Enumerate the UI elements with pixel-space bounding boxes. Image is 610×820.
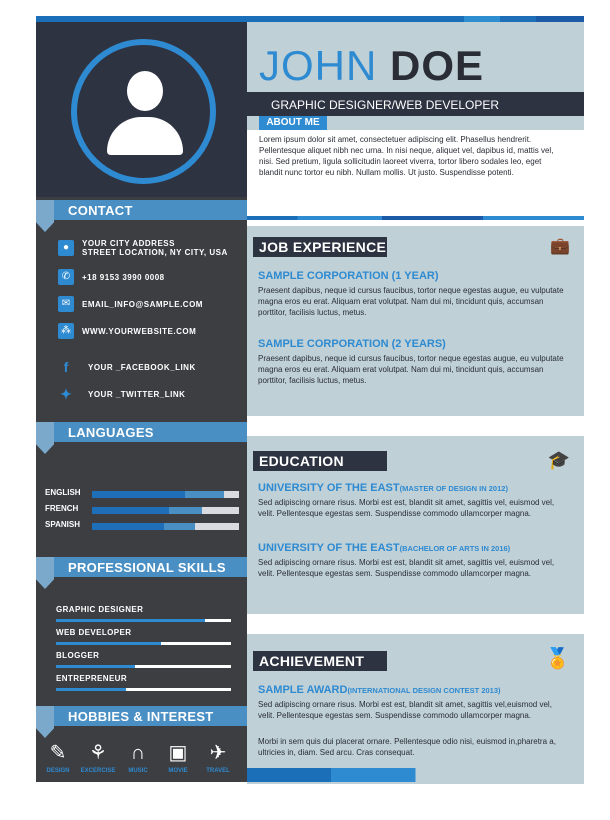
language-level-fill xyxy=(92,491,185,498)
contact-website xyxy=(58,323,196,339)
skill-level-bar xyxy=(56,665,231,668)
phone-number[interactable]: +18 9153 3990 0008 xyxy=(82,272,165,282)
last-name: DOE xyxy=(390,42,485,89)
contact-phone xyxy=(58,269,165,285)
skill-level-fill xyxy=(56,619,205,622)
contact-label: CONTACT xyxy=(68,203,133,218)
bottom-accent-bar xyxy=(247,768,584,782)
experience-entry-text: Praesent dapibus, neque id cursus faucibus, tortor neque egestas augue, eu vulputate magna eros eu erat. Aliquam erat volutpat. Nam dui mi, tincidunt quis, accumsan porttitor, facilisis luctus, metus. xyxy=(258,354,564,385)
full-name xyxy=(259,42,484,90)
education-entry-detail: (MASTER OF DESIGN IN 2012) xyxy=(399,484,508,493)
education-entry-title: UNIVERSITY OF THE EAST xyxy=(258,482,400,494)
twitter-link[interactable]: YOUR _TWITTER_LINK xyxy=(88,389,186,399)
contact-header xyxy=(36,200,247,220)
skill-level-fill xyxy=(56,688,126,691)
language-level-fill xyxy=(92,507,169,514)
achievement-detail: (INTERNATIONAL DESIGN CONTEST 2013) xyxy=(347,686,501,695)
camera-icon: ▣ xyxy=(168,742,188,764)
avatar-head-icon xyxy=(127,71,163,111)
language-level-fill-secondary xyxy=(164,523,195,530)
pencil-icon: ✎ xyxy=(49,742,67,764)
skills-header xyxy=(36,557,247,577)
headphones-icon: ∩ xyxy=(130,742,146,764)
hobby-label: DESIGN xyxy=(46,768,70,774)
achievement-panel xyxy=(247,634,584,784)
education-entry-text: Sed adipiscing ornare risus. Morbi est est, blandit sit amet, sagittis vel, euismod vel, velit. Pellentesque egestas sem. Suspendisse commodo ullamcorper magna. xyxy=(258,558,555,578)
name-panel xyxy=(247,22,584,220)
experience-entry-title: SAMPLE CORPORATION (2 YEARS) xyxy=(258,338,446,350)
sidebar xyxy=(36,22,247,782)
language-name: FRENCH xyxy=(45,504,79,513)
twitter-icon: ✦ xyxy=(60,386,72,402)
language-row xyxy=(45,504,240,516)
contact-email xyxy=(58,296,203,312)
hobby-item xyxy=(40,740,76,774)
briefcase-icon: 💼 xyxy=(550,238,570,255)
languages-header xyxy=(36,422,247,442)
skill-level-bar xyxy=(56,642,231,645)
envelope-icon: ✉ xyxy=(58,296,74,312)
job-title-bar xyxy=(247,92,584,116)
experience-entry-text: Praesent dapibus, neque id cursus faucibus, tortor neque egestas augue, eu vulputate magna eros eu erat. Aliquam erat volutpat. Nam dui mi, tincidunt quis, accumsan porttitor, facilisis luctus, metus. xyxy=(258,286,564,317)
education-entry-detail: (BACHELOR OF ARTS IN 2016) xyxy=(399,544,511,553)
language-name: ENGLISH xyxy=(45,488,81,497)
skill-row xyxy=(56,674,231,691)
airplane-icon: ✈ xyxy=(209,742,227,764)
contact-address xyxy=(58,240,228,256)
language-level-fill xyxy=(92,523,164,530)
language-level-bar xyxy=(92,491,239,498)
hobbies-tab-ribbon xyxy=(36,706,54,738)
profile-photo-area xyxy=(36,22,247,197)
education-entry-text: Sed adipiscing ornare risus. Morbi est est, blandit sit amet, sagittis vel, euismod vel, velit. Pellentesque egestas sem. Suspendisse commodo ullamcorper magna. xyxy=(258,498,555,518)
skills-tab-ribbon xyxy=(36,557,54,589)
language-row xyxy=(45,520,240,532)
languages-label: LANGUAGES xyxy=(68,425,154,440)
languages-tab-ribbon xyxy=(36,422,54,454)
achievement-heading: ACHIEVEMENT xyxy=(253,651,387,671)
contact-facebook xyxy=(58,359,196,375)
experience-panel xyxy=(247,226,584,416)
email-link[interactable]: EMAIL_INFO@SAMPLE.COM xyxy=(82,299,203,309)
education-heading: EDUCATION xyxy=(253,451,387,471)
language-level-fill-secondary xyxy=(185,491,225,498)
language-row xyxy=(45,488,240,500)
stripe-divider xyxy=(247,216,584,220)
job-title: GRAPHIC DESIGNER/WEB DEVELOPER xyxy=(271,98,500,112)
about-label: ABOUT ME xyxy=(259,116,327,130)
hobbies-header xyxy=(36,706,247,726)
rss-icon: ⁂ xyxy=(58,323,74,339)
website-link[interactable]: WWW.YOURWEBSITE.COM xyxy=(82,326,197,336)
award-ribbon-icon: 🏅 xyxy=(545,648,570,670)
skill-level-fill xyxy=(56,642,161,645)
address-line1: YOUR CITY ADDRESS xyxy=(82,239,175,248)
bicycle-icon: ⚘ xyxy=(89,742,107,764)
phone-icon: ✆ xyxy=(58,269,74,285)
location-pin-icon: ● xyxy=(58,240,74,256)
skill-name: ENTREPRENEUR xyxy=(56,674,128,683)
language-name: SPANISH xyxy=(45,520,80,529)
achievement-text: Sed adipiscing ornare risus. Morbi est est, blandit sit amet, sagittis vel,euismod vel, velit. Pellentesque egestas sem. Suspendisse commodo ullamcorper magna. xyxy=(258,700,552,720)
skill-name: GRAPHIC DESIGNER xyxy=(56,605,144,614)
facebook-link[interactable]: YOUR _FACEBOOK_LINK xyxy=(88,362,196,372)
skill-level-fill xyxy=(56,665,135,668)
skill-name: WEB DEVELOPER xyxy=(56,628,132,637)
contact-twitter xyxy=(58,386,185,402)
avatar-body-icon xyxy=(107,117,183,155)
contact-tab-ribbon xyxy=(36,200,54,232)
skills-label: PROFESSIONAL SKILLS xyxy=(68,560,226,575)
hobby-item xyxy=(200,740,236,774)
skill-name: BLOGGER xyxy=(56,651,100,660)
facebook-icon: f xyxy=(63,359,69,375)
skill-row xyxy=(56,651,231,668)
hobby-item xyxy=(120,740,156,774)
skill-level-bar xyxy=(56,688,231,691)
achievement-text-2: Morbi in sem quis dui placerat ornare. Pellentesque odio nisi, euismod in,pharetra a, ultricies in, diam. Sed arcu. Cras consequat. xyxy=(258,737,556,757)
main-content xyxy=(247,22,584,782)
hobbies-label: HOBBIES & INTEREST xyxy=(68,709,214,724)
language-level-bar xyxy=(92,523,239,530)
skill-row xyxy=(56,628,231,645)
achievement-title: SAMPLE AWARD xyxy=(258,684,348,696)
experience-heading: JOB EXPERIENCE xyxy=(253,237,387,257)
about-box xyxy=(247,130,584,220)
hobby-label: MOVIE xyxy=(168,768,188,774)
about-text: Lorem ipsum dolor sit amet, consectetuer adipiscing elit. Phasellus hendrerit. Pellentesque aliquet nibh nec urna. In nisi neque, aliquet vel, dapibus id, mattis vel, nisi. Sed pretium, ligula sollicitudin laoreet viverra, tortor libero sodales leo, eget blandit nunc tortor eu nibh. Nullam mollis. Ut justo. Suspendisse potenti. xyxy=(259,135,554,177)
skill-row xyxy=(56,605,231,622)
language-level-bar xyxy=(92,507,239,514)
address-line2: STREET LOCATION, NY CITY, USA xyxy=(82,248,228,257)
education-entry-title: UNIVERSITY OF THE EAST xyxy=(258,542,400,554)
skill-level-bar xyxy=(56,619,231,622)
resume-page xyxy=(36,16,584,782)
hobby-label: MUSIC xyxy=(128,768,148,774)
language-level-fill-secondary xyxy=(169,507,202,514)
avatar xyxy=(71,39,216,184)
education-panel xyxy=(247,436,584,614)
experience-entry-title: SAMPLE CORPORATION (1 YEAR) xyxy=(258,270,439,282)
graduation-cap-icon: 🎓 xyxy=(547,450,570,470)
first-name: JOHN xyxy=(259,42,378,89)
hobby-item xyxy=(80,740,116,774)
hobby-label: TRAVEL xyxy=(206,768,230,774)
hobby-label: EXCERCISE xyxy=(80,768,116,774)
hobby-item xyxy=(160,740,196,774)
